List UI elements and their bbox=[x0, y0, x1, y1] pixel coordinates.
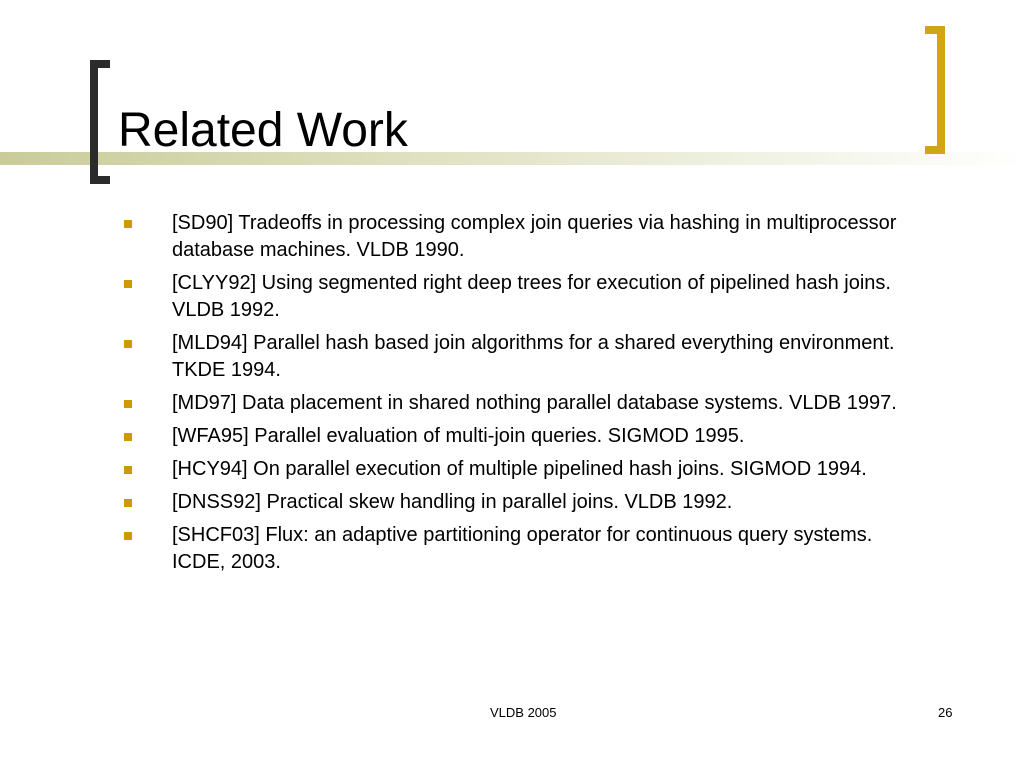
reference-text: [MD97] Data placement in shared nothing parallel database systems. VLDB 1997. bbox=[172, 392, 897, 414]
reference-item bbox=[122, 456, 922, 483]
reference-text: [SD90] Tradeoffs in processing complex join queries via hashing in multiprocessor database machines. VLDB 1990. bbox=[172, 212, 897, 261]
square-bullet-icon bbox=[124, 466, 132, 474]
square-bullet-icon bbox=[124, 433, 132, 441]
reference-item bbox=[122, 489, 922, 516]
square-bullet-icon bbox=[124, 280, 132, 288]
reference-item bbox=[122, 423, 922, 450]
reference-item bbox=[122, 270, 922, 324]
reference-item bbox=[122, 522, 922, 576]
reference-text: [WFA95] Parallel evaluation of multi-join queries. SIGMOD 1995. bbox=[172, 425, 745, 447]
square-bullet-icon bbox=[124, 532, 132, 540]
slide-page-number: 26 bbox=[938, 705, 953, 720]
reference-text: [MLD94] Parallel hash based join algorithms for a shared everything environment. TKDE 1994. bbox=[172, 332, 895, 381]
square-bullet-icon bbox=[124, 499, 132, 507]
reference-list bbox=[122, 210, 922, 582]
reference-text: [SHCF03] Flux: an adaptive partitioning operator for continuous query systems. ICDE, 2003. bbox=[172, 524, 873, 573]
reference-text: [CLYY92] Using segmented right deep trees for execution of pipelined hash joins. VLDB 1992. bbox=[172, 272, 891, 321]
footer-conference-label: VLDB 2005 bbox=[490, 705, 557, 720]
left-bracket-decoration bbox=[90, 60, 110, 184]
square-bullet-icon bbox=[124, 400, 132, 408]
reference-text: [DNSS92] Practical skew handling in parallel joins. VLDB 1992. bbox=[172, 491, 733, 513]
square-bullet-icon bbox=[124, 220, 132, 228]
slide-title: Related Work bbox=[118, 104, 408, 157]
right-bracket-decoration bbox=[925, 26, 945, 154]
reference-text: [HCY94] On parallel execution of multiple pipelined hash joins. SIGMOD 1994. bbox=[172, 458, 867, 480]
reference-item bbox=[122, 210, 922, 264]
reference-item bbox=[122, 330, 922, 384]
square-bullet-icon bbox=[124, 340, 132, 348]
reference-item bbox=[122, 390, 922, 417]
